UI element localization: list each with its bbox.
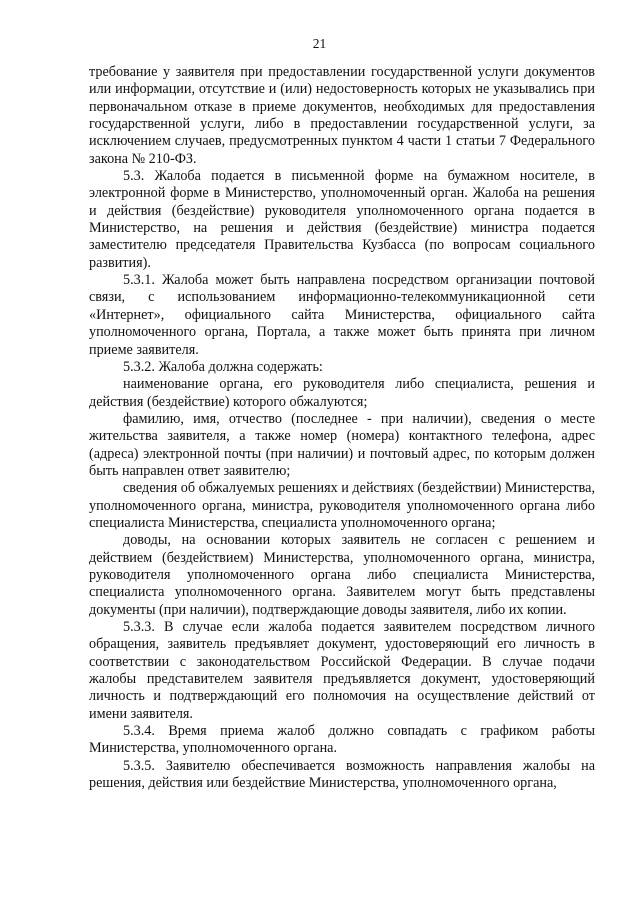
list-item-organ: наименование органа, его руководителя либо специалиста, решения и действия (бездействие) которого обжалуются;	[89, 376, 595, 410]
list-item-appealed-decisions: сведения об обжалуемых решениях и действиях (бездействии) Министерства, уполномоченного органа, министра, руководителя уполномоченного органа либо специалиста Министерства, специалиста уполномоченного органа;	[89, 480, 595, 531]
page-number: 21	[312, 36, 327, 51]
paragraph-continuation: требование у заявителя при предоставлении государственной услуги документов или информации, отсутствие и (или) недостоверность которых не указывались при первоначальном отказе в приеме документов, необходимых для предоставления государственной услуги, либо в предоставлении государственной услуги, за исключением случаев, предусмотренных пунктом 4 части 1 статьи 7 Федерального закона № 210-ФЗ.	[89, 64, 595, 167]
list-item-arguments: доводы, на основании которых заявитель не согласен с решением и действием (бездействием) Министерства, уполномоченного органа, министра, руководителя уполномоченного органа либо специалиста Министерства, специалиста уполномоченного органа. Заявителем могут быть представлены документы (при наличии), подтверждающие доводы заявителя, либо их копии.	[89, 532, 595, 618]
paragraph-5-3: 5.3. Жалоба подается в письменной форме на бумажном носителе, в электронной форме в Министерство, уполномоченный орган. Жалоба на решения и действия (бездействие) руководителя уполномоченного органа подается в Министерство, на решения и действия (бездействие) министра подается заместителю председателя Правительства Кузбасса (по вопросам социального развития).	[89, 168, 595, 271]
paragraph-5-3-1: 5.3.1. Жалоба может быть направлена посредством организации почтовой связи, с использованием информационно-телекоммуникационной сети «Интернет», официального сайта Министерства, официального сайта уполномоченного органа, Портала, а также может быть принята при личном приеме заявителя.	[89, 272, 595, 358]
paragraph-5-3-2: 5.3.2. Жалоба должна содержать:	[123, 358, 323, 375]
paragraph-5-3-3: 5.3.3. В случае если жалоба подается заявителем посредством личного обращения, заявитель предъявляет документ, удостоверяющий его личность в соответствии с законодательством Российской Федерации. В случае подачи жалобы представителем заявителя предъявляется документ, удостоверяющий личность и подтверждающий его полномочия на осуществление действий от имени заявителя.	[89, 619, 595, 722]
paragraph-5-3-5: 5.3.5. Заявителю обеспечивается возможность направления жалобы на решения, действия или бездействие Министерства, уполномоченного органа,	[89, 757, 595, 792]
document-body	[89, 64, 595, 792]
list-item-applicant-details: фамилию, имя, отчество (последнее - при наличии), сведения о месте жительства заявителя, а также номер (номера) контактного телефона, адрес (адреса) электронной почты (при наличии) и почтовый адрес, по которым должен быть направлен ответ заявителю;	[89, 410, 595, 479]
paragraph-5-3-4: 5.3.4. Время приема жалоб должно совпадать с графиком работы Министерства, уполномоченного органа.	[89, 723, 595, 757]
